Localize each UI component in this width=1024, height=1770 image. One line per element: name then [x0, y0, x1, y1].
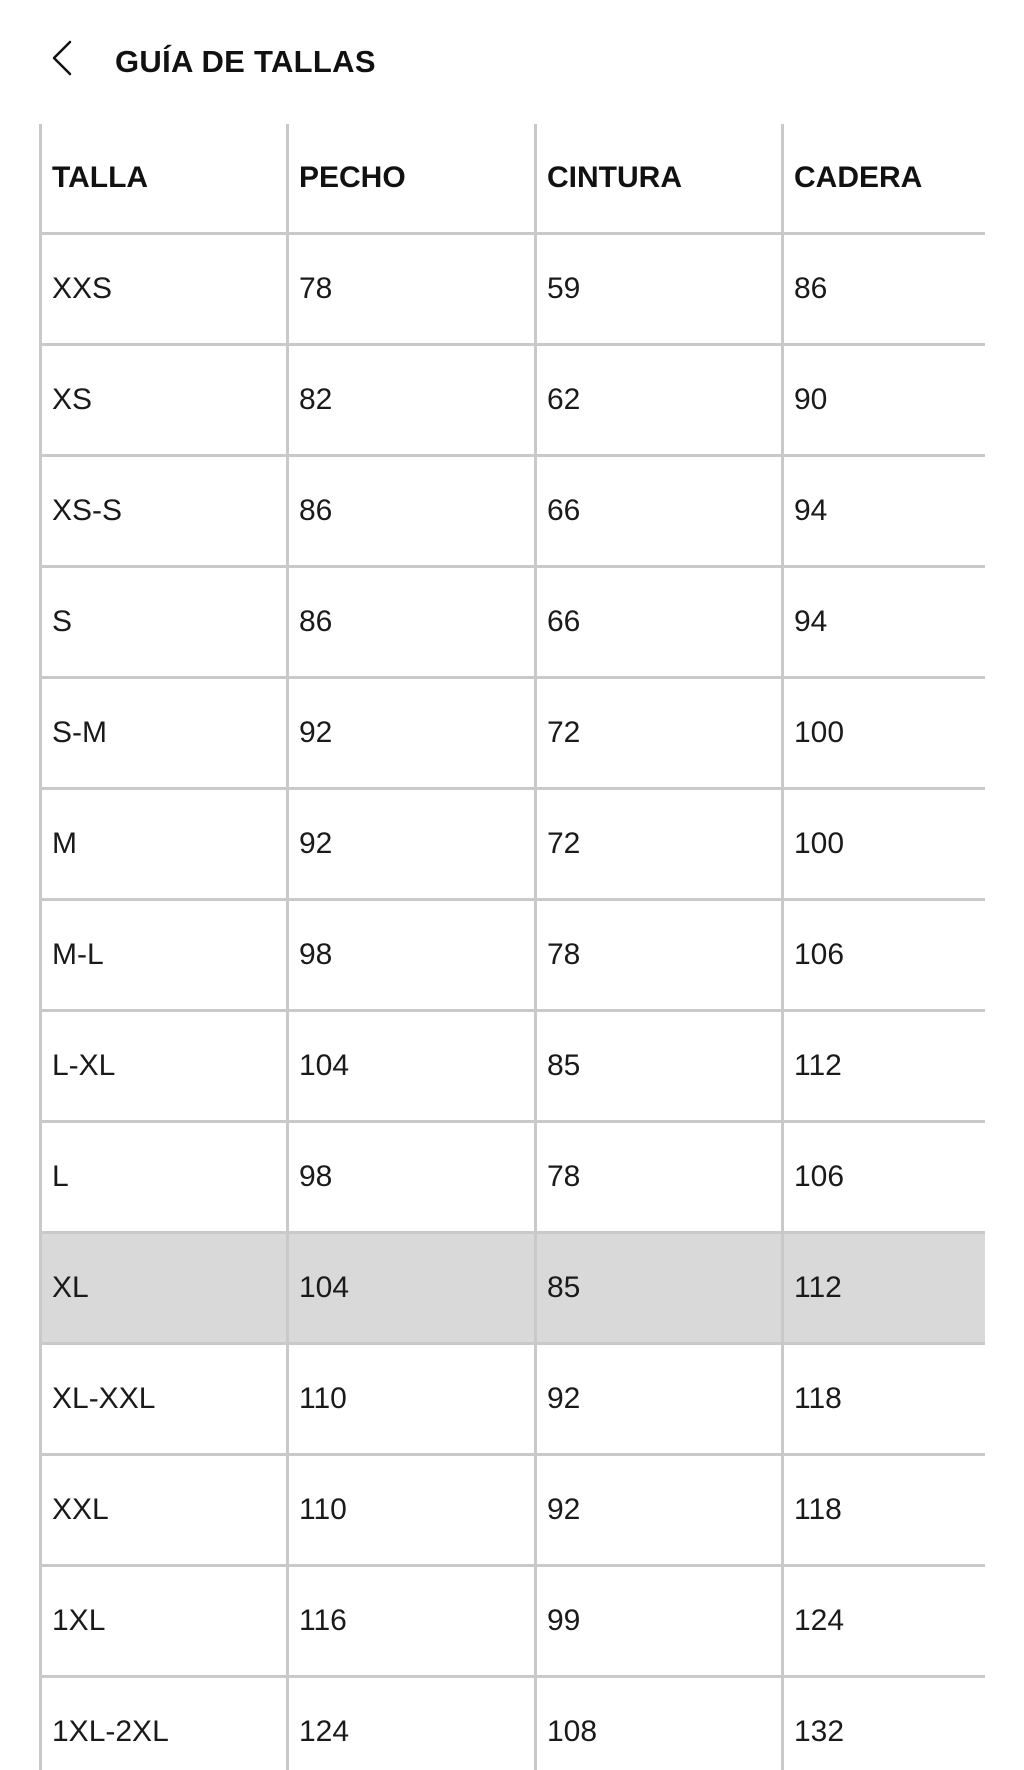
chest-cell: 82: [288, 345, 536, 456]
waist-cell: 66: [536, 456, 783, 567]
size-cell: XS-S: [41, 456, 288, 567]
waist-cell: 72: [536, 678, 783, 789]
size-cell: XS: [41, 345, 288, 456]
waist-cell: 59: [536, 234, 783, 345]
chest-cell: 86: [288, 567, 536, 678]
size-cell: XXL: [41, 1455, 288, 1566]
hip-cell: 106: [783, 900, 986, 1011]
hip-cell: 112: [783, 1011, 986, 1122]
size-cell: M: [41, 789, 288, 900]
chest-cell: 98: [288, 1122, 536, 1233]
size-cell: S: [41, 567, 288, 678]
hip-cell: 100: [783, 789, 986, 900]
hip-cell: 86: [783, 234, 986, 345]
size-cell: 1XL-2XL: [41, 1677, 288, 1770]
size-cell: L-XL: [41, 1011, 288, 1122]
chest-cell: 116: [288, 1566, 536, 1677]
size-cell: S-M: [41, 678, 288, 789]
hip-cell: 90: [783, 345, 986, 456]
table-row[interactable]: [41, 345, 986, 456]
size-guide-table: [39, 124, 985, 1770]
hip-cell: 118: [783, 1455, 986, 1566]
chevron-left-icon: [50, 39, 74, 77]
size-cell: XXS: [41, 234, 288, 345]
waist-cell: 85: [536, 1233, 783, 1344]
table-row[interactable]: [41, 678, 986, 789]
chest-cell: 86: [288, 456, 536, 567]
page-title: GUÍA DE TALLAS: [115, 44, 376, 79]
table-row[interactable]: [41, 1344, 986, 1455]
table-row[interactable]: [41, 1233, 986, 1344]
column-header-pecho: PECHO: [288, 124, 536, 234]
column-header-cintura: CINTURA: [536, 124, 783, 234]
table-row[interactable]: [41, 234, 986, 345]
table-row[interactable]: [41, 1566, 986, 1677]
hip-cell: 118: [783, 1344, 986, 1455]
table-row[interactable]: [41, 1122, 986, 1233]
hip-cell: 100: [783, 678, 986, 789]
table-row[interactable]: [41, 567, 986, 678]
table-row[interactable]: [41, 789, 986, 900]
table-row[interactable]: [41, 1455, 986, 1566]
waist-cell: 72: [536, 789, 783, 900]
hip-cell: 132: [783, 1677, 986, 1770]
chest-cell: 104: [288, 1233, 536, 1344]
table-row[interactable]: [41, 1677, 986, 1770]
column-header-cadera: CADERA: [783, 124, 986, 234]
hip-cell: 112: [783, 1233, 986, 1344]
table-row[interactable]: [41, 456, 986, 567]
size-cell: 1XL: [41, 1566, 288, 1677]
size-cell: XL-XXL: [41, 1344, 288, 1455]
waist-cell: 78: [536, 1122, 783, 1233]
hip-cell: 94: [783, 456, 986, 567]
back-button[interactable]: [44, 38, 80, 78]
waist-cell: 85: [536, 1011, 783, 1122]
waist-cell: 99: [536, 1566, 783, 1677]
table-row[interactable]: [41, 900, 986, 1011]
chest-cell: 110: [288, 1344, 536, 1455]
waist-cell: 92: [536, 1344, 783, 1455]
chest-cell: 124: [288, 1677, 536, 1770]
chest-cell: 78: [288, 234, 536, 345]
table-body: [41, 234, 986, 1770]
waist-cell: 66: [536, 567, 783, 678]
waist-cell: 78: [536, 900, 783, 1011]
hip-cell: 106: [783, 1122, 986, 1233]
header: [0, 0, 1024, 124]
hip-cell: 94: [783, 567, 986, 678]
waist-cell: 108: [536, 1677, 783, 1770]
size-cell: L: [41, 1122, 288, 1233]
table-row[interactable]: [41, 1011, 986, 1122]
chest-cell: 110: [288, 1455, 536, 1566]
chest-cell: 92: [288, 789, 536, 900]
waist-cell: 62: [536, 345, 783, 456]
chest-cell: 92: [288, 678, 536, 789]
size-guide-table-container[interactable]: [39, 124, 985, 1770]
table-header-row: [41, 124, 986, 234]
size-cell: M-L: [41, 900, 288, 1011]
waist-cell: 92: [536, 1455, 783, 1566]
chest-cell: 104: [288, 1011, 536, 1122]
hip-cell: 124: [783, 1566, 986, 1677]
size-cell: XL: [41, 1233, 288, 1344]
column-header-talla: TALLA: [41, 124, 288, 234]
chest-cell: 98: [288, 900, 536, 1011]
